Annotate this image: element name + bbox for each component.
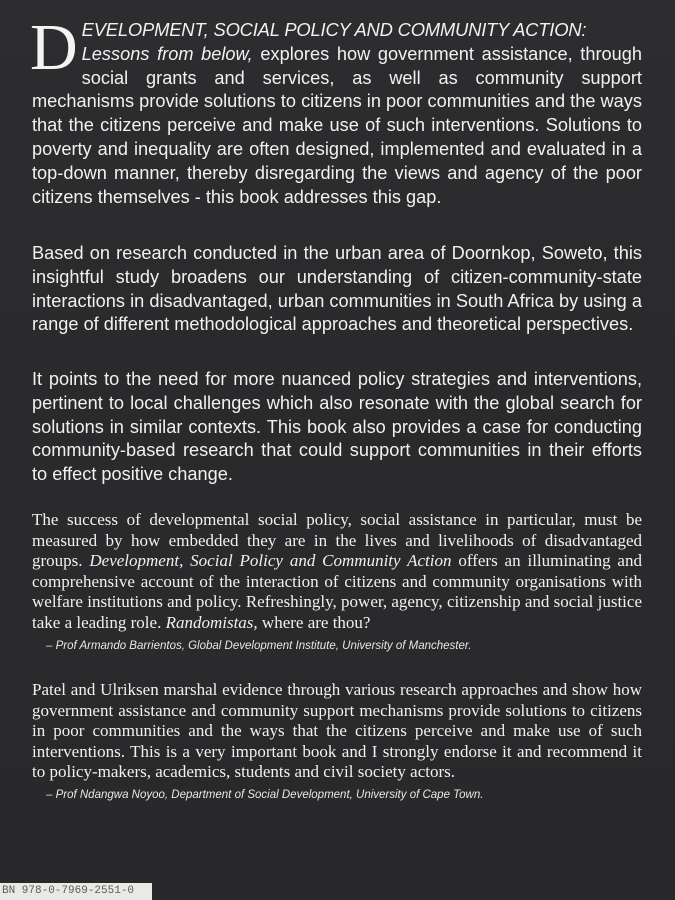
quote-1-randomistas: Randomistas, — [165, 612, 258, 632]
policy-paragraph: It points to the need for more nuanced policy strategies and interventions, pertinent to local challenges which also resonate with the global search for solutions in similar contexts. This book also provides a case for conducting community-based research that could support communities in their efforts to effect positive change. — [32, 369, 642, 485]
quote-1-text-c: where are thou? — [257, 612, 371, 632]
book-title-heading: EVELOPMENT, SOCIAL POLICY AND COMMUNITY ACTION: — [81, 19, 587, 40]
isbn-label: BN 978-0-7969-2551-0 — [0, 883, 152, 900]
quote-2-text: Patel and Ulriksen marshal evidence through various research approaches and show how government assistance and community support mechanisms provide solutions to citizens in poor communities and the ways that the citizens perceive and make use of such interventions. This is a very important book and I strongly endorse it and recommend it to policy-makers, academics, students and civil society actors. — [32, 680, 642, 782]
intro-text: explores how government assistance, through social grants and services, as well as community support mechanisms provide solutions to citizens in poor communities and the ways that the citizens perceive and make use of such interventions. Solutions to poverty and inequality are often designed, implemented and evaluated in a top-down manner, thereby disregarding the views and agency of the poor citizens themselves - this book addresses this gap. — [32, 43, 642, 207]
research-paragraph: Based on research conducted in the urban area of Doornkop, Soweto, this insightful study broadens our understanding of citizen-community-state interactions in disadvantaged, urban communities in South Africa by using a range of different methodological approaches and theoretical perspectives. — [32, 243, 642, 335]
quote-1-text — [32, 510, 642, 634]
intro-paragraph — [30, 11, 642, 209]
quote-2-attribution: – Prof Ndangwa Noyoo, Department of Social Development, University of Cape Town. — [46, 788, 484, 801]
quote-1-attribution: – Prof Armando Barrientos, Global Development Institute, University of Manchester. — [46, 639, 472, 652]
quote-1-book-title: Development, Social Policy and Community Action — [89, 551, 452, 571]
book-subtitle: Lessons from below, — [81, 43, 253, 64]
endorsement-quote-1 — [32, 510, 642, 656]
quote-1-text-a: The success of developmental social policy, social assistance in particular, must be measured by how embedded they are in the lives and livelihoods of disadvantaged groups. — [32, 510, 642, 571]
quote-1-text-b: offers an illuminating and comprehensive account of the interaction of citizens and community organisations with welfare institutions and policy. Refreshingly, power, agency, citizenship and social justice take a leading role. — [32, 551, 642, 632]
endorsement-quote-2 — [32, 680, 642, 806]
drop-cap: D — [30, 11, 78, 84]
